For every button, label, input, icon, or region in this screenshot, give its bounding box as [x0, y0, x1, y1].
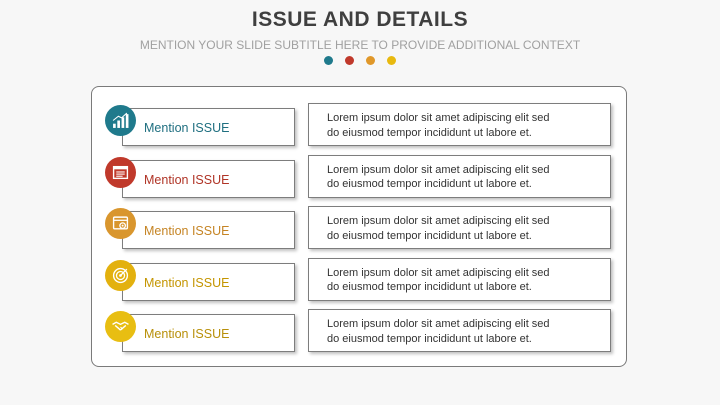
document-icon — [112, 164, 129, 181]
decorative-dots — [0, 56, 720, 65]
issue-detail-line-2: do eiusmod tempor incididunt ut labore et. — [327, 178, 532, 190]
issue-row-4 — [92, 242, 626, 293]
slide-title: ISSUE AND DETAILS — [251, 8, 469, 31]
issue-label: Mention ISSUE — [144, 121, 230, 135]
issue-detail-box — [308, 309, 611, 352]
issue-detail-line-2: do eiusmod tempor incididunt ut labore et. — [327, 281, 532, 293]
issue-row-3 — [92, 190, 626, 242]
issue-detail-line-2: do eiusmod tempor incididunt ut labore et. — [327, 229, 532, 242]
issue-icon-circle — [105, 311, 136, 342]
issue-icon-circle — [105, 208, 136, 239]
dot-teal — [324, 56, 333, 65]
issue-detail-line-1: Lorem ipsum dolor sit amet adipiscing elit sed — [327, 163, 550, 176]
issue-detail-line-1: Lorem ipsum dolor sit amet adipiscing elit sed — [327, 318, 550, 330]
slide-subtitle: MENTION YOUR SLIDE SUBTITLE HERE TO PROVIDE ADDITIONAL CONTEXT — [139, 38, 581, 52]
settings-window-icon — [112, 215, 129, 232]
issue-detail-line-1: Lorem ipsum dolor sit amet adipiscing elit sed — [327, 112, 550, 124]
dot-yellow — [387, 56, 396, 65]
issue-icon-circle — [105, 105, 136, 136]
issue-label: Mention ISSUE — [144, 327, 230, 341]
issue-detail-line-2: do eiusmod tempor incididunt ut labore et. — [327, 332, 532, 345]
issue-label: Mention ISSUE — [144, 172, 230, 187]
issue-row-1 — [92, 87, 626, 139]
issue-detail-line-2: do eiusmod tempor incididunt ut labore et. — [327, 126, 532, 139]
dot-red — [345, 56, 354, 65]
target-icon — [112, 267, 129, 284]
issue-detail-line-1: Lorem ipsum dolor sit amet adipiscing elit sed — [327, 266, 550, 279]
issues-panel — [91, 86, 627, 367]
issue-row-5 — [92, 293, 626, 345]
issue-detail-line-1: Lorem ipsum dolor sit amet adipiscing elit sed — [327, 215, 550, 227]
issue-row-2 — [92, 139, 626, 190]
issue-icon-circle — [105, 260, 136, 291]
growth-chart-icon — [112, 112, 129, 129]
dot-orange — [366, 56, 375, 65]
issue-label: Mention ISSUE — [144, 275, 230, 290]
issue-icon-circle — [105, 157, 136, 188]
issue-label: Mention ISSUE — [144, 224, 230, 238]
handshake-icon — [112, 318, 129, 335]
